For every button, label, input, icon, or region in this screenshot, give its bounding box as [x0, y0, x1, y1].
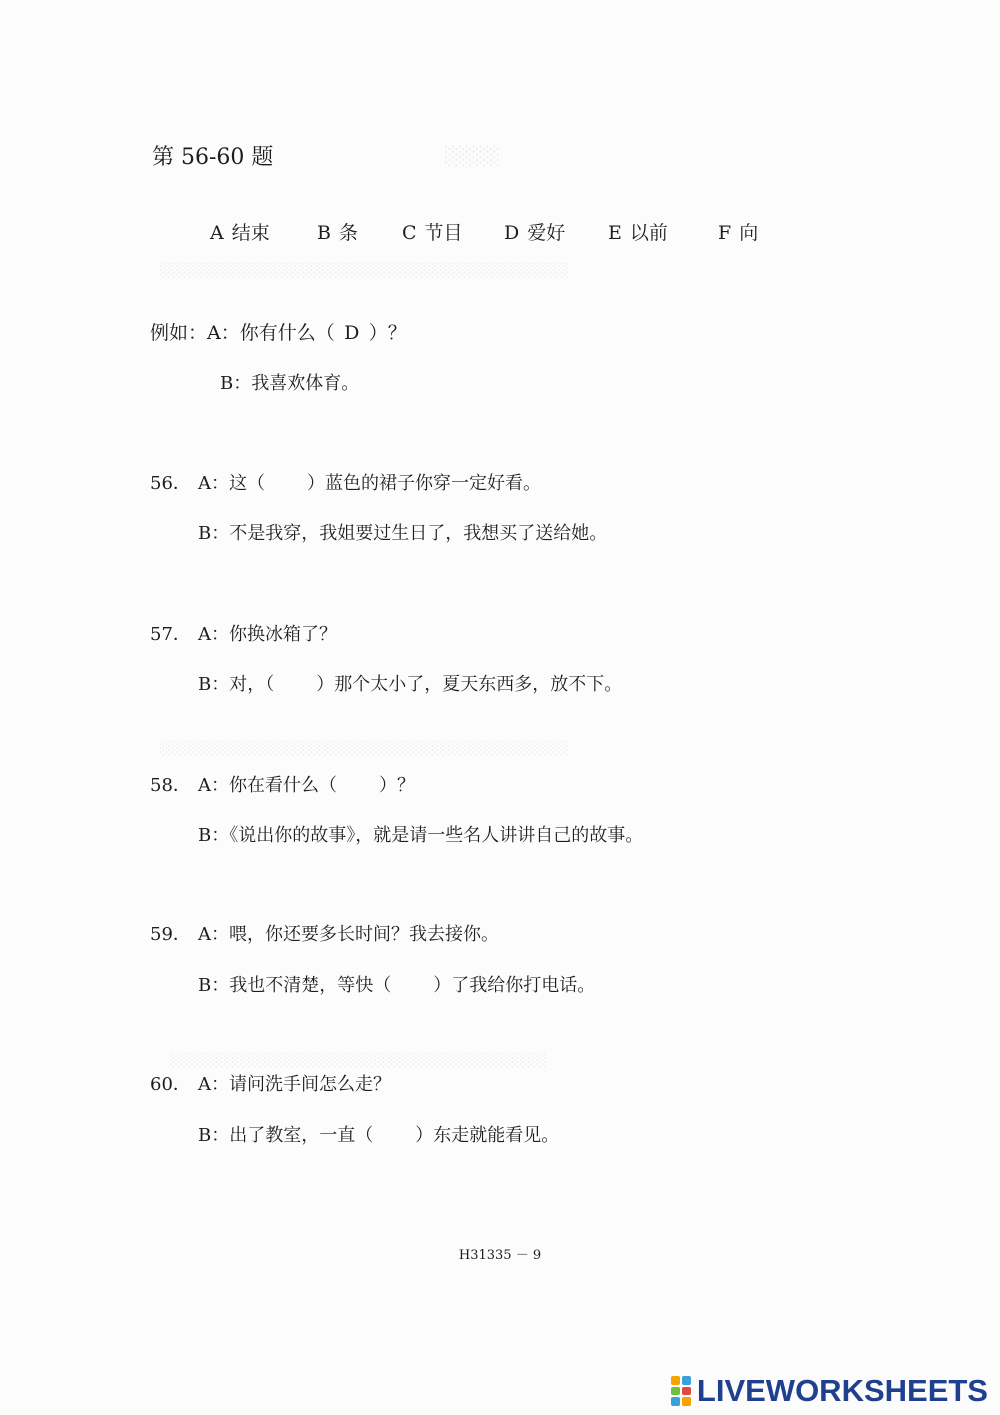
example-answer: D	[344, 322, 360, 344]
question-58-line-a	[150, 771, 415, 799]
example-a-text: A：你有什么（	[207, 322, 335, 344]
option-letter: A	[210, 222, 224, 244]
question-text-tail: ）？	[379, 775, 415, 796]
option-word: 向	[739, 222, 759, 244]
question-text-tail: ）蓝色的裙子你穿一定好看。	[307, 473, 541, 494]
option-word: 以前	[629, 222, 668, 244]
question-58-line-b	[198, 821, 643, 847]
reply-text: B：不是我穿，我姐要过生日了，我想买了送给她。	[198, 523, 608, 544]
answer-blank-60[interactable]	[373, 1124, 415, 1149]
liveworksheets-logo-icon	[671, 1376, 691, 1406]
reply-text-tail: ）那个太小了，夏天东西多，放不下。	[316, 674, 623, 695]
option-d	[504, 218, 565, 245]
option-word: 结束	[231, 222, 270, 244]
option-letter: F	[718, 222, 732, 244]
answer-blank-58[interactable]	[337, 774, 379, 799]
option-a	[210, 218, 270, 245]
option-f	[718, 218, 758, 245]
option-letter: B	[317, 222, 331, 244]
option-word: 节目	[424, 222, 463, 244]
question-57-line-a	[150, 620, 337, 646]
example-a-tail: ）？	[368, 322, 407, 344]
option-e	[608, 218, 668, 245]
example-label: 例如：	[150, 322, 208, 344]
reply-text-tail: ）东走就能看见。	[415, 1125, 560, 1146]
question-text: A：请问洗手间怎么走？	[198, 1074, 391, 1095]
reply-text-tail: ）了我给你打电话。	[433, 975, 596, 996]
page-footer: H31335 － 9	[458, 1248, 542, 1263]
reply-text: B：出了教室，一直（	[198, 1125, 374, 1146]
example-line-b: B：我喜欢体育。	[220, 373, 360, 394]
option-letter: D	[504, 222, 520, 244]
answer-blank-59[interactable]	[391, 974, 433, 999]
question-text: A：你换冰箱了？	[198, 624, 337, 645]
option-c	[402, 218, 463, 245]
question-59-line-b	[198, 971, 595, 999]
example-line-a	[150, 318, 407, 345]
question-number: 56．	[150, 473, 191, 494]
question-57-line-b	[198, 670, 622, 698]
question-text: A：这（	[198, 473, 265, 494]
bleed-through-text: ░░░░░░░░░░░░░░░░░░░░░░░░░░░░░░░░░░░	[170, 1052, 547, 1068]
answer-blank-57[interactable]	[274, 673, 316, 698]
question-number: 57．	[150, 624, 191, 645]
section-title: 第 56-60 题	[152, 145, 274, 170]
question-number: 58．	[150, 775, 191, 796]
reply-text: B：我也不清楚，等快（	[198, 975, 392, 996]
option-word: 爱好	[527, 222, 566, 244]
question-60-line-a	[150, 1070, 391, 1096]
option-word: 条	[338, 222, 358, 244]
bleed-through-text: ░░░░	[445, 146, 501, 167]
liveworksheets-brand[interactable]	[671, 1373, 988, 1409]
bleed-through-text: ░░░░░░░░░░░░░░░░░░░░░░░░░░░░░░░░░░░░░░	[160, 740, 570, 756]
question-60-line-b	[198, 1121, 559, 1149]
question-number: 59．	[150, 924, 191, 945]
reply-text: B：对，（	[198, 674, 275, 695]
option-letter: C	[402, 222, 417, 244]
question-56-line-a	[150, 469, 541, 497]
question-number: 60．	[150, 1074, 191, 1095]
answer-blank-56[interactable]	[265, 472, 307, 497]
option-b	[317, 218, 358, 245]
option-letter: E	[608, 222, 622, 244]
question-text: A：喂，你还要多长时间？我去接你。	[198, 924, 499, 945]
question-text: A：你在看什么（	[198, 775, 337, 796]
reply-text: B：《说出你的故事》，就是请一些名人讲讲自己的故事。	[198, 825, 644, 846]
question-56-line-b	[198, 519, 607, 545]
bleed-through-text: ░░░░░░░░░░░░░░░░░░░░░░░░░░░░░░░░░░░░░░	[160, 262, 570, 278]
brand-wordmark: LIVEWORKSHEETS	[696, 1373, 988, 1408]
question-59-line-a	[150, 920, 499, 946]
